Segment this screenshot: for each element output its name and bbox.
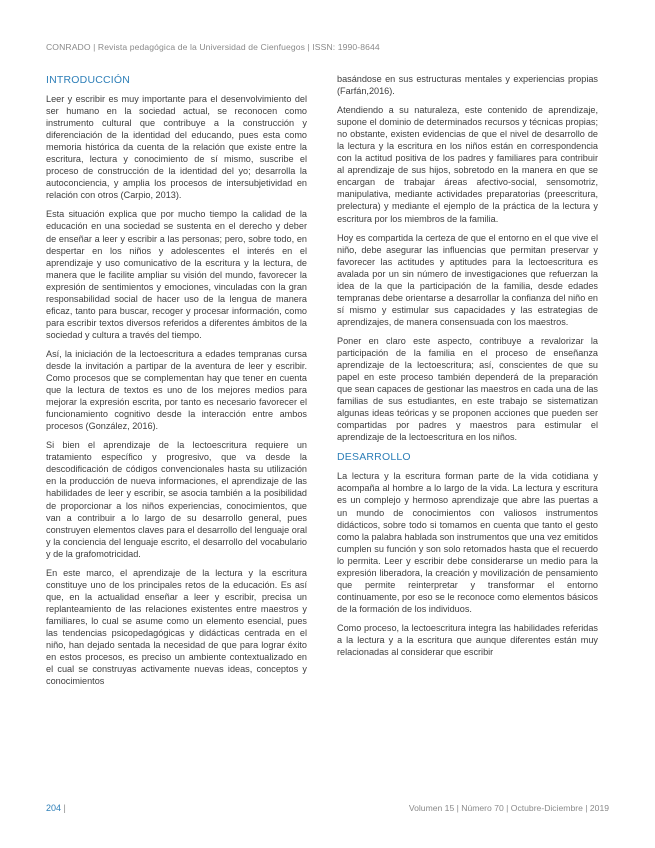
paragraph: La lectura y la escritura forman parte de la vida cotidiana y acompaña al hombre a lo largo de la vida. La lectura y escritura es un complejo y hermoso aprendizaje que abre las puertas a un mundo de conocimientos con valiosos instrumentos didácticos, sobre todo si tomamos en cuenta que tanto el gesto como la palabra hablada son instrumentos que una vez emitidos cumplen su función y son solo retomados hasta que el recuerdo lo permita. Leer y escribir debe considerarse un medio para la expresión liberadora, la creación y movilización de pensamiento que permite reinterpretar y transformar el entorno continuamente, por eso se le reconoce como elementos básicos de la formación de los individuos. [337, 471, 598, 614]
footer-separator: | [63, 803, 66, 813]
running-head: CONRADO | Revista pedagógica de la Universidad de Cienfuegos | ISSN: 1990-8644 [46, 42, 380, 52]
paragraph: Si bien el aprendizaje de la lectoescritura requiere un tratamiento específico y progresivo, que va desde la descodificación de códigos convencionales hasta su utilización en la producción de nueva informaciones, el aprendizaje de las habilidades de leer y escribir, se asocia también a la posibilidad de proporcionar a los niños experiencias, conocimientos, que van a contribuir a lo largo de su desarrollo general, pues construyen elementos claves para el desarrollo del lenguaje oral y la conciencia del lenguaje escrito, el desarrollo del vocabulario y de la grafomotricidad. [46, 440, 307, 559]
paragraph: En este marco, el aprendizaje de la lectura y la escritura constituye uno de los principales retos de la educación. Es así que, en la actualidad enseñar a leer y escribir, precisa un replanteamiento de las relaciones existentes entre maestros y familiares, lo cual se asume como un elemento esencial, pues las tendencias psicopedagógicas y didácticas centrada en el niño, han dejado sentada la necesidad de que para lograr éxito en estos procesos, es preciso un ambiente contextualizado en el cual se construyas activamente nuevas ideas, conceptos y conocimientos [46, 567, 307, 687]
page-number: 204 [46, 803, 62, 813]
paragraph: Hoy es compartida la certeza de que el entorno en el que vive el niño, debe asegurar las influencias que permitan preservar y favorecer las actitudes y aptitudes para la lectoescritura es avalada por un sin número de investigaciones que refuerzan la idea de la que la participación de la familia, desde edades tempranas debe orientarse a desarrollar la confianza del niño en sí mismo y estimular sus capacidades y las estrategias de aprendizajes, de manera consensuada con los maestros. [337, 232, 598, 327]
footer-issue-info: Volumen 15 | Número 70 | Octubre-Diciembre | 2019 [408, 803, 609, 813]
paragraph: Leer y escribir es muy importante para el desenvolvimiento del ser humano en la sociedad actual, se reconocen como instrumento cultural que contribuye a la construcción y diferenciación de la identidad del educando, pues esta como memoria histórica da cuenta de la relación que existe entre la escritura, lectura y conocimiento de sí mismo, suscribe el proceso de construcción de la identidad del yo; desarrolla la autoconciencia, y amplia los procesos de intersubjetividad en relación con otros (Carpio, 2013). [46, 94, 307, 201]
paragraph: Así, la iniciación de la lectoescritura a edades tempranas cursa desde la invitación a partipar de la aventura de leer y escribir. Como procesos que se complementan hay que tener en cuenta que la lectura de textos es uno de los mejores medios para mejorar la expresión escrita, por tanto es necesario favorecer el funcionamiento cognitivo desde la interacción entre ambos procesos (González, 2016). [46, 348, 307, 432]
section-title-introduccion: INTRODUCCIÓN [46, 74, 131, 86]
left-column [46, 74, 307, 694]
section-title-desarrollo: DESARROLLO [337, 451, 411, 464]
footer-page-number [46, 803, 66, 813]
paragraph: basándose en sus estructuras mentales y experiencias propias (Farfán,2016). [337, 74, 598, 97]
paragraph: Poner en claro este aspecto, contribuye a revalorizar la participación de la familia en el proceso de enseñanza aprendizaje de la lectoescritura; así, conscientes de que su papel en este proceso también dependerá de la preparación que sean capaces de gestionar las maestros en cada una de las familias de sus estudiantes, en este trabajo se sistematizan algunas ideas teóricas y se proponen acciones que pueden ser compartidas por padres y maestros para estimular el aprendizaje de la lectoescritura en los niños. [337, 335, 598, 443]
right-column [337, 73, 598, 665]
paragraph: Esta situación explica que por mucho tiempo la calidad de la educación en una sociedad se sustenta en el derecho y deber de enseñar a leer y escribir a las personas; pero, sobre todo, en despertar en los niños y adolescentes el interés en el aprendizaje y uso comunicativo de la escritura y la lectura, de manera que le facilite ampliar su visión del mundo, favorecer la expresión de sentimientos y emociones, vinculadas con la gran responsabilidad social de hacer uso de la lengua de manera eficaz, tanto para buscar, recoger y procesar información, como para escribir textos diversos referidos a diferentes ámbitos de la sociedad y cultura a través del tiempo. [46, 209, 307, 340]
paragraph: Atendiendo a su naturaleza, este contenido de aprendizaje, supone el dominio de determinados recursos y técnicas propias; no obstante, existen evidencias de que el nivel de desarrollo de la lectura y la escritura en los niños están en correspondencia con la actitud positiva de los padres y familiares para contribuir al aprendizaje de sus hijos, sobretodo en la manera en que se encargan de trabajar áreas afectivo-social, sensomotriz, manipulativa, mediante actividades preparatorias (preescritura, prelectura) y mediante el ejemplo de la práctica de la lectura y escritura por los miembros de la familia. [337, 105, 598, 224]
paragraph: Como proceso, la lectoescritura integra las habilidades referidas a la lectura y a la escritura que aunque diferentes están muy relacionadas al considerar que escribir [337, 622, 598, 658]
